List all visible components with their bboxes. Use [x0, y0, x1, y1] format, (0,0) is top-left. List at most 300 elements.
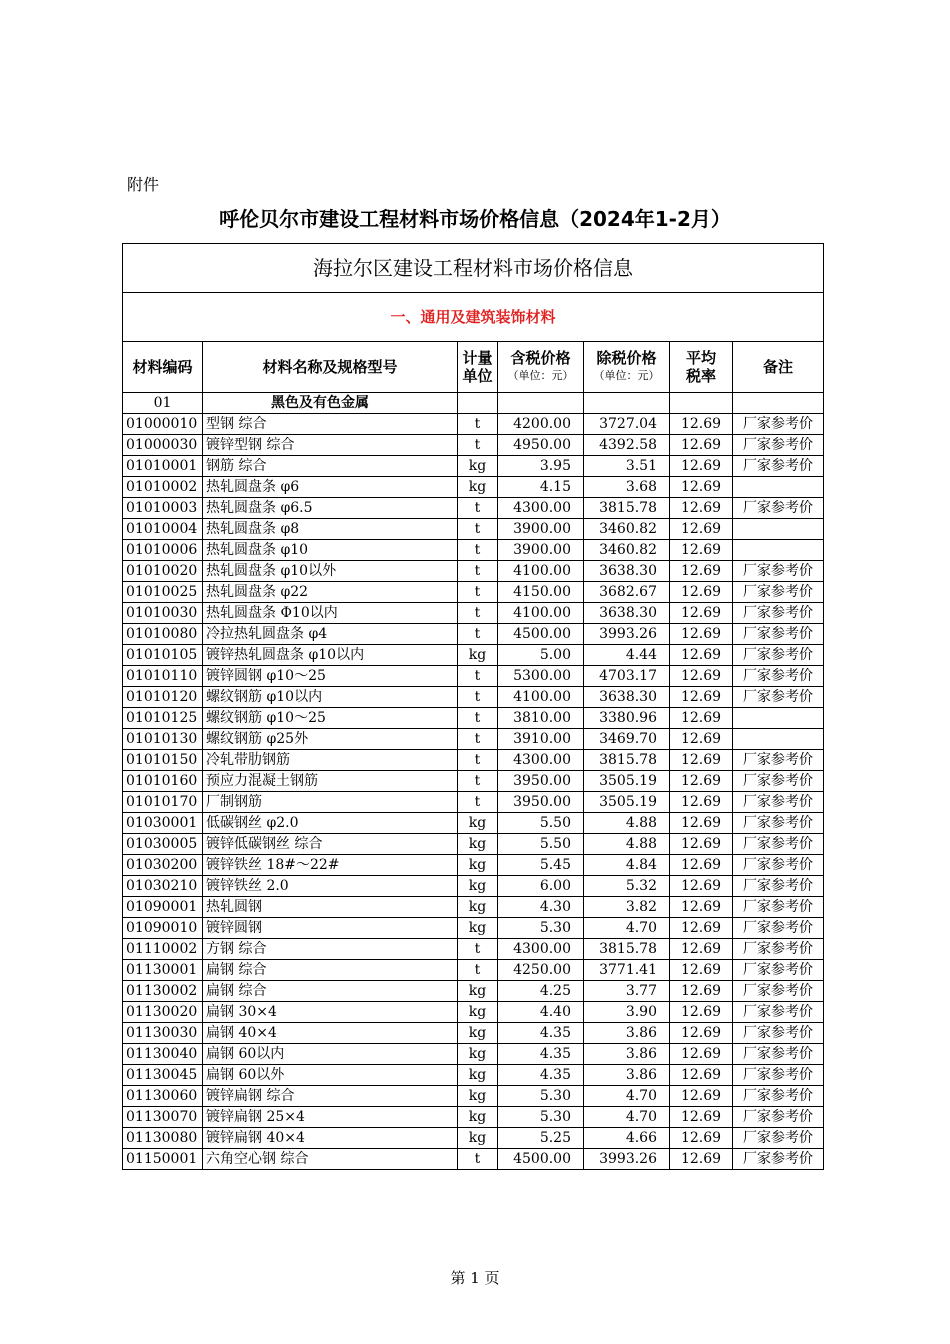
cell-remark: 厂家参考价 [733, 1065, 824, 1086]
cell-code: 01130070 [123, 1107, 203, 1128]
cell-tax-price: 4.40 [498, 1002, 584, 1023]
cell-code: 01090010 [123, 918, 203, 939]
cell-notax-price: 3.51 [584, 456, 670, 477]
cell-rate: 12.69 [670, 981, 733, 1002]
cell-unit: kg [458, 1086, 498, 1107]
cell-name: 热轧圆盘条 φ6.5 [203, 498, 458, 519]
table-row [123, 813, 824, 834]
cell-notax-price: 3505.19 [584, 792, 670, 813]
cell-rate: 12.69 [670, 645, 733, 666]
price-table [122, 243, 824, 1170]
table-row [123, 834, 824, 855]
cell-remark [733, 708, 824, 729]
header-notax-price [584, 342, 670, 393]
header-unit-line2: 单位 [462, 367, 493, 385]
cell-tax-price: 4.15 [498, 477, 584, 498]
cell-remark: 厂家参考价 [733, 771, 824, 792]
cell-notax-price: 3771.41 [584, 960, 670, 981]
table-row [123, 897, 824, 918]
cell-name: 镀锌铁丝 18#～22# [203, 855, 458, 876]
cell-name: 冷轧带肋钢筋 [203, 750, 458, 771]
group-code: 01 [123, 393, 203, 414]
cell-remark: 厂家参考价 [733, 1107, 824, 1128]
cell-remark: 厂家参考价 [733, 855, 824, 876]
cell-tax-price: 5.30 [498, 1086, 584, 1107]
table-row [123, 477, 824, 498]
header-rate-line1: 平均 [685, 349, 716, 367]
cell-name: 扁钢 60以外 [203, 1065, 458, 1086]
cell-code: 01010020 [123, 561, 203, 582]
table-row [123, 792, 824, 813]
cell-tax-price: 5.50 [498, 813, 584, 834]
cell-tax-price: 4100.00 [498, 561, 584, 582]
cell-unit: kg [458, 1107, 498, 1128]
cell-code: 01010025 [123, 582, 203, 603]
cell-remark: 厂家参考价 [733, 1149, 824, 1170]
cell-remark: 厂家参考价 [733, 1023, 824, 1044]
cell-name: 镀锌低碳钢丝 综合 [203, 834, 458, 855]
cell-rate: 12.69 [670, 603, 733, 624]
cell-code: 01110002 [123, 939, 203, 960]
cell-tax-price: 5.00 [498, 645, 584, 666]
cell-rate: 12.69 [670, 1065, 733, 1086]
cell-rate: 12.69 [670, 1002, 733, 1023]
cell-remark: 厂家参考价 [733, 498, 824, 519]
cell-rate: 12.69 [670, 477, 733, 498]
cell-code: 01010130 [123, 729, 203, 750]
cell-rate: 12.69 [670, 582, 733, 603]
cell-tax-price: 4100.00 [498, 687, 584, 708]
cell-unit: t [458, 666, 498, 687]
cell-notax-price: 3682.67 [584, 582, 670, 603]
cell-rate: 12.69 [670, 540, 733, 561]
cell-tax-price: 4.30 [498, 897, 584, 918]
header-rate [670, 342, 733, 393]
cell-notax-price: 4.88 [584, 834, 670, 855]
cell-notax-price: 3638.30 [584, 687, 670, 708]
cell-name: 热轧圆盘条 φ10 [203, 540, 458, 561]
cell-unit: t [458, 687, 498, 708]
table-row [123, 1149, 824, 1170]
cell-name: 镀锌扁钢 40×4 [203, 1128, 458, 1149]
cell-name: 热轧圆盘条 φ10以外 [203, 561, 458, 582]
cell-unit: t [458, 624, 498, 645]
cell-tax-price: 4300.00 [498, 498, 584, 519]
cell-rate: 12.69 [670, 813, 733, 834]
cell-remark: 厂家参考价 [733, 1044, 824, 1065]
cell-unit: t [458, 582, 498, 603]
cell-notax-price: 3460.82 [584, 519, 670, 540]
cell-tax-price: 3910.00 [498, 729, 584, 750]
table-row [123, 876, 824, 897]
cell-unit: t [458, 435, 498, 456]
cell-unit: t [458, 792, 498, 813]
cell-tax-price: 4300.00 [498, 750, 584, 771]
cell-tax-price: 4.35 [498, 1023, 584, 1044]
cell-tax-price: 4.25 [498, 981, 584, 1002]
empty-cell [670, 393, 733, 414]
cell-rate: 12.69 [670, 771, 733, 792]
cell-notax-price: 3460.82 [584, 540, 670, 561]
cell-rate: 12.69 [670, 1086, 733, 1107]
cell-tax-price: 5.30 [498, 1107, 584, 1128]
cell-unit: kg [458, 834, 498, 855]
cell-remark: 厂家参考价 [733, 414, 824, 435]
cell-code: 01010170 [123, 792, 203, 813]
cell-name: 热轧圆盘条 Φ10以内 [203, 603, 458, 624]
cell-unit: t [458, 729, 498, 750]
cell-remark: 厂家参考价 [733, 813, 824, 834]
table-row [123, 1107, 824, 1128]
cell-remark: 厂家参考价 [733, 1002, 824, 1023]
cell-rate: 12.69 [670, 960, 733, 981]
table-row [123, 960, 824, 981]
cell-unit: t [458, 708, 498, 729]
table-row [123, 519, 824, 540]
cell-name: 扁钢 综合 [203, 981, 458, 1002]
cell-notax-price: 4392.58 [584, 435, 670, 456]
cell-name: 冷拉热轧圆盘条 φ4 [203, 624, 458, 645]
cell-unit: t [458, 771, 498, 792]
cell-tax-price: 4500.00 [498, 1149, 584, 1170]
cell-rate: 12.69 [670, 750, 733, 771]
cell-notax-price: 3.86 [584, 1065, 670, 1086]
cell-code: 01010006 [123, 540, 203, 561]
table-row [123, 750, 824, 771]
table-row [123, 1002, 824, 1023]
table-row [123, 1086, 824, 1107]
table-row [123, 708, 824, 729]
cell-notax-price: 3727.04 [584, 414, 670, 435]
cell-code: 01090001 [123, 897, 203, 918]
cell-code: 01130060 [123, 1086, 203, 1107]
annex-label: 附件 [127, 175, 160, 194]
empty-cell [733, 393, 824, 414]
cell-tax-price: 4250.00 [498, 960, 584, 981]
cell-notax-price: 3.86 [584, 1044, 670, 1065]
header-tax-price [498, 342, 584, 393]
cell-unit: t [458, 540, 498, 561]
cell-code: 01010030 [123, 603, 203, 624]
cell-name: 镀锌圆钢 [203, 918, 458, 939]
cell-name: 热轧圆钢 [203, 897, 458, 918]
table-row [123, 1044, 824, 1065]
table-row [123, 729, 824, 750]
cell-notax-price: 4.70 [584, 918, 670, 939]
table-row [123, 939, 824, 960]
table-title: 海拉尔区建设工程材料市场价格信息 [123, 244, 824, 293]
cell-unit: kg [458, 645, 498, 666]
cell-name: 低碳钢丝 φ2.0 [203, 813, 458, 834]
table-row [123, 498, 824, 519]
cell-unit: kg [458, 918, 498, 939]
cell-name: 预应力混凝土钢筋 [203, 771, 458, 792]
cell-unit: t [458, 498, 498, 519]
cell-name: 螺纹钢筋 φ25外 [203, 729, 458, 750]
cell-notax-price: 3993.26 [584, 1149, 670, 1170]
cell-rate: 12.69 [670, 666, 733, 687]
header-row [123, 342, 824, 393]
cell-rate: 12.69 [670, 456, 733, 477]
cell-tax-price: 5.45 [498, 855, 584, 876]
cell-remark [733, 477, 824, 498]
cell-notax-price: 4.70 [584, 1107, 670, 1128]
cell-notax-price: 3.82 [584, 897, 670, 918]
cell-tax-price: 3950.00 [498, 771, 584, 792]
cell-tax-price: 5.25 [498, 1128, 584, 1149]
cell-code: 01000030 [123, 435, 203, 456]
cell-notax-price: 4.88 [584, 813, 670, 834]
cell-tax-price: 4200.00 [498, 414, 584, 435]
cell-notax-price: 3.90 [584, 1002, 670, 1023]
cell-code: 01030001 [123, 813, 203, 834]
cell-code: 01010105 [123, 645, 203, 666]
table-row [123, 414, 824, 435]
cell-unit: kg [458, 876, 498, 897]
cell-unit: kg [458, 981, 498, 1002]
cell-remark [733, 729, 824, 750]
cell-remark: 厂家参考价 [733, 750, 824, 771]
cell-name: 六角空心钢 综合 [203, 1149, 458, 1170]
cell-code: 01000010 [123, 414, 203, 435]
group-name: 黑色及有色金属 [203, 393, 458, 414]
cell-unit: kg [458, 1002, 498, 1023]
cell-remark [733, 540, 824, 561]
cell-notax-price: 3638.30 [584, 603, 670, 624]
table-row [123, 645, 824, 666]
cell-name: 镀锌热轧圆盘条 φ10以内 [203, 645, 458, 666]
cell-name: 镀锌扁钢 25×4 [203, 1107, 458, 1128]
cell-unit: t [458, 939, 498, 960]
cell-unit: kg [458, 897, 498, 918]
cell-name: 镀锌圆钢 φ10～25 [203, 666, 458, 687]
cell-name: 厂制钢筋 [203, 792, 458, 813]
cell-remark: 厂家参考价 [733, 960, 824, 981]
cell-tax-price: 6.00 [498, 876, 584, 897]
cell-remark: 厂家参考价 [733, 456, 824, 477]
cell-unit: kg [458, 813, 498, 834]
cell-unit: kg [458, 1044, 498, 1065]
cell-name: 螺纹钢筋 φ10以内 [203, 687, 458, 708]
cell-unit: t [458, 750, 498, 771]
cell-code: 01130040 [123, 1044, 203, 1065]
cell-name: 钢筋 综合 [203, 456, 458, 477]
cell-name: 方钢 综合 [203, 939, 458, 960]
cell-name: 镀锌铁丝 2.0 [203, 876, 458, 897]
cell-tax-price: 3810.00 [498, 708, 584, 729]
cell-notax-price: 4.84 [584, 855, 670, 876]
header-code: 材料编码 [123, 342, 203, 393]
cell-remark: 厂家参考价 [733, 645, 824, 666]
table-row [123, 1065, 824, 1086]
cell-notax-price: 3.77 [584, 981, 670, 1002]
cell-unit: kg [458, 1023, 498, 1044]
cell-name: 扁钢 综合 [203, 960, 458, 981]
table-row [123, 1023, 824, 1044]
cell-remark: 厂家参考价 [733, 1128, 824, 1149]
cell-unit: t [458, 414, 498, 435]
cell-code: 01030200 [123, 855, 203, 876]
empty-cell [584, 393, 670, 414]
cell-tax-price: 3900.00 [498, 540, 584, 561]
cell-remark: 厂家参考价 [733, 582, 824, 603]
cell-name: 镀锌型钢 综合 [203, 435, 458, 456]
cell-remark: 厂家参考价 [733, 666, 824, 687]
table-row [123, 624, 824, 645]
table-row [123, 855, 824, 876]
cell-tax-price: 4.35 [498, 1065, 584, 1086]
cell-notax-price: 3469.70 [584, 729, 670, 750]
table-row [123, 918, 824, 939]
cell-code: 01130002 [123, 981, 203, 1002]
cell-code: 01010003 [123, 498, 203, 519]
header-unit-line1: 计量 [462, 349, 493, 367]
cell-remark: 厂家参考价 [733, 876, 824, 897]
cell-code: 01010125 [123, 708, 203, 729]
header-tax-price-sub: （单位：元） [507, 369, 574, 382]
cell-notax-price: 3638.30 [584, 561, 670, 582]
cell-notax-price: 3505.19 [584, 771, 670, 792]
cell-remark: 厂家参考价 [733, 981, 824, 1002]
cell-code: 01010001 [123, 456, 203, 477]
header-unit [458, 342, 498, 393]
cell-code: 01130080 [123, 1128, 203, 1149]
cell-code: 01010080 [123, 624, 203, 645]
cell-name: 热轧圆盘条 φ8 [203, 519, 458, 540]
cell-rate: 12.69 [670, 498, 733, 519]
cell-code: 01010002 [123, 477, 203, 498]
cell-tax-price: 4100.00 [498, 603, 584, 624]
cell-unit: t [458, 561, 498, 582]
cell-unit: t [458, 960, 498, 981]
cell-rate: 12.69 [670, 624, 733, 645]
cell-unit: kg [458, 477, 498, 498]
cell-rate: 12.69 [670, 939, 733, 960]
main-title: 呼伦贝尔市建设工程材料市场价格信息（2024年1-2月） [219, 207, 731, 231]
cell-unit: kg [458, 1065, 498, 1086]
cell-notax-price: 3.86 [584, 1023, 670, 1044]
cell-rate: 12.69 [670, 855, 733, 876]
cell-rate: 12.69 [670, 1107, 733, 1128]
cell-notax-price: 3815.78 [584, 750, 670, 771]
cell-remark: 厂家参考价 [733, 792, 824, 813]
cell-notax-price: 3993.26 [584, 624, 670, 645]
cell-code: 01030210 [123, 876, 203, 897]
cell-notax-price: 3815.78 [584, 939, 670, 960]
cell-rate: 12.69 [670, 876, 733, 897]
cell-code: 01010120 [123, 687, 203, 708]
cell-rate: 12.69 [670, 519, 733, 540]
cell-code: 01130020 [123, 1002, 203, 1023]
cell-tax-price: 3950.00 [498, 792, 584, 813]
cell-remark: 厂家参考价 [733, 603, 824, 624]
header-tax-price-label: 含税价格 [510, 349, 571, 367]
cell-name: 扁钢 30×4 [203, 1002, 458, 1023]
table-row [123, 540, 824, 561]
cell-notax-price: 4.66 [584, 1128, 670, 1149]
cell-name: 扁钢 40×4 [203, 1023, 458, 1044]
cell-rate: 12.69 [670, 708, 733, 729]
cell-tax-price: 4150.00 [498, 582, 584, 603]
cell-rate: 12.69 [670, 918, 733, 939]
cell-rate: 12.69 [670, 897, 733, 918]
cell-name: 镀锌扁钢 综合 [203, 1086, 458, 1107]
cell-notax-price: 5.32 [584, 876, 670, 897]
table-row [123, 561, 824, 582]
table-row [123, 687, 824, 708]
cell-remark: 厂家参考价 [733, 939, 824, 960]
cell-code: 01010160 [123, 771, 203, 792]
cell-remark: 厂家参考价 [733, 1086, 824, 1107]
header-notax-price-label: 除税价格 [596, 349, 657, 367]
cell-tax-price: 3.95 [498, 456, 584, 477]
cell-rate: 12.69 [670, 729, 733, 750]
cell-tax-price: 4.35 [498, 1044, 584, 1065]
cell-remark: 厂家参考价 [733, 561, 824, 582]
cell-unit: t [458, 519, 498, 540]
cell-code: 01010004 [123, 519, 203, 540]
cell-unit: kg [458, 1128, 498, 1149]
header-remark: 备注 [733, 342, 824, 393]
cell-name: 型钢 综合 [203, 414, 458, 435]
cell-code: 01130001 [123, 960, 203, 981]
cell-tax-price: 5.50 [498, 834, 584, 855]
cell-remark: 厂家参考价 [733, 834, 824, 855]
section-title: 一、通用及建筑装饰材料 [123, 293, 824, 342]
cell-unit: t [458, 1149, 498, 1170]
cell-tax-price: 5300.00 [498, 666, 584, 687]
header-name: 材料名称及规格型号 [203, 342, 458, 393]
cell-unit: t [458, 603, 498, 624]
table-row [123, 981, 824, 1002]
table-row [123, 603, 824, 624]
cell-name: 扁钢 60以内 [203, 1044, 458, 1065]
cell-code: 01010150 [123, 750, 203, 771]
cell-rate: 12.69 [670, 1044, 733, 1065]
empty-cell [498, 393, 584, 414]
cell-code: 01130030 [123, 1023, 203, 1044]
cell-rate: 12.69 [670, 1023, 733, 1044]
cell-name: 热轧圆盘条 φ22 [203, 582, 458, 603]
cell-rate: 12.69 [670, 1128, 733, 1149]
cell-unit: kg [458, 456, 498, 477]
cell-rate: 12.69 [670, 834, 733, 855]
cell-rate: 12.69 [670, 792, 733, 813]
header-notax-price-sub: （单位：元） [593, 369, 660, 382]
cell-notax-price: 3380.96 [584, 708, 670, 729]
cell-rate: 12.69 [670, 687, 733, 708]
cell-rate: 12.69 [670, 435, 733, 456]
cell-tax-price: 4500.00 [498, 624, 584, 645]
cell-code: 01010110 [123, 666, 203, 687]
cell-code: 01150001 [123, 1149, 203, 1170]
cell-notax-price: 3815.78 [584, 498, 670, 519]
cell-notax-price: 3.68 [584, 477, 670, 498]
cell-remark: 厂家参考价 [733, 897, 824, 918]
cell-remark: 厂家参考价 [733, 624, 824, 645]
cell-tax-price: 5.30 [498, 918, 584, 939]
cell-name: 螺纹钢筋 φ10～25 [203, 708, 458, 729]
cell-remark: 厂家参考价 [733, 918, 824, 939]
table-row [123, 435, 824, 456]
table-row [123, 771, 824, 792]
cell-name: 热轧圆盘条 φ6 [203, 477, 458, 498]
table-row [123, 666, 824, 687]
page-footer: 第 1 页 [450, 1269, 500, 1287]
group-row [123, 393, 824, 414]
cell-code: 01030005 [123, 834, 203, 855]
cell-notax-price: 4.70 [584, 1086, 670, 1107]
